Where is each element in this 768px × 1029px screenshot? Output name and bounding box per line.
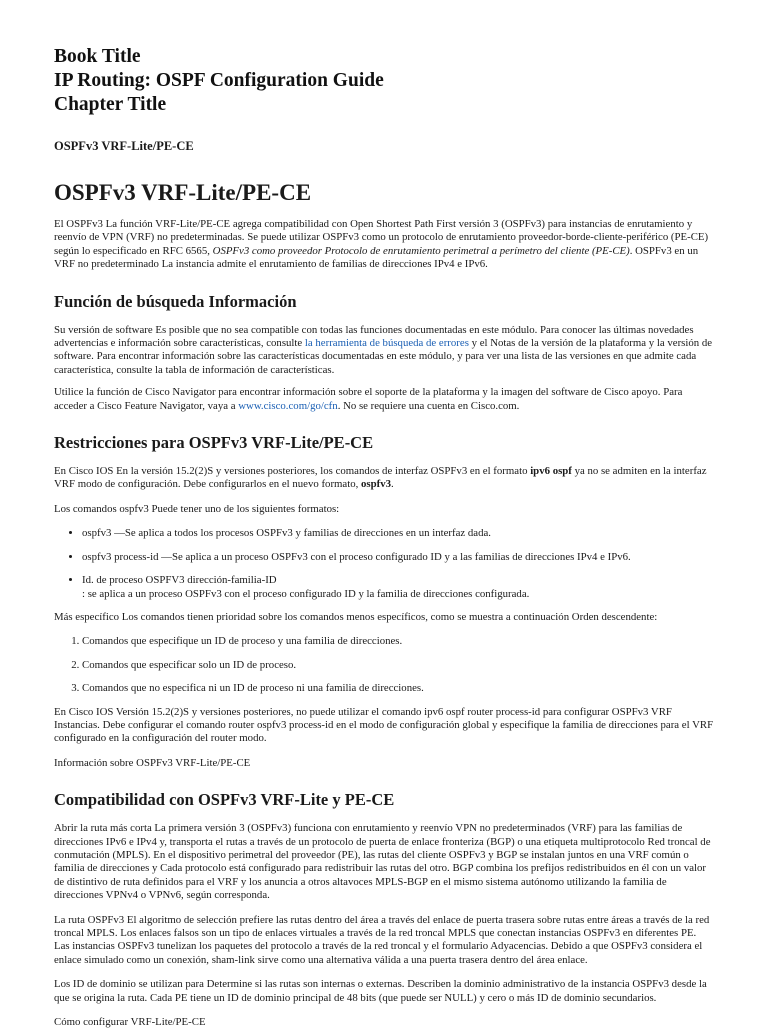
- list-item: 1. Comandos que especifique un ID de proceso y una familia de direcciones.: [82, 635, 714, 648]
- guide-title: IP Routing: OSPF Configuration Guide: [54, 70, 384, 91]
- heading-restricciones: Restricciones para OSPFv3 VRF-Lite/PE-CE: [54, 433, 374, 453]
- main-heading: OSPFv3 VRF-Lite/PE-CE: [54, 180, 312, 205]
- intro-paragraph: [54, 218, 714, 272]
- section-subtitle: OSPFv3 VRF-Lite/PE-CE: [54, 139, 194, 153]
- command-ipv6-ospf: ipv6 ospf: [530, 465, 572, 478]
- book-header: [54, 0, 714, 117]
- list-item: • ospfv3 —Se aplica a todos los procesos OSPFv3 y familias de direcciones en un interfaz dada.: [82, 527, 714, 540]
- restricciones-paragraph-5: Información sobre OSPFv3 VRF-Lite/PE-CE: [54, 756, 251, 769]
- restricciones-text-1a: En Cisco IOS En la versión 15.2(2)S y versiones posteriores, los comandos de interfaz OSPFv3 en el formato: [54, 465, 531, 478]
- command-format-list: [54, 527, 714, 601]
- compat-paragraph-3: Los ID de dominio se utilizan para Determine si las rutas son internas o externas. Describen la dominio administrativo de la instancia OSPFv3 desde la que se origina la ruta. Cada PE tiene un ID de dominio principal de 48 bits (que puede ser NULL) y cero o más ID de dominio secundarios.: [54, 978, 707, 1004]
- restricciones-text-1c: .: [391, 478, 394, 491]
- precedence-list: [54, 635, 714, 695]
- restricciones-text-1b: ya no se admiten en la interfaz VRF modo de configuración. Debe configurarlos en el nuevo formato,: [54, 465, 707, 491]
- restricciones-paragraph-2: Los comandos ospfv3 Puede tener uno de los siguientes formatos:: [54, 502, 340, 515]
- busqueda-text-1b: y el Notas de la versión de la plataforma y la versión de software. Para encontrar información sobre las características documentadas en este módulo, y para ver una lista de las versiones en que admite cada característica, consulte la tabla de información de características.: [54, 337, 713, 376]
- restricciones-paragraph-3: Más específico Los comandos tienen prioridad sobre los comandos menos específicos, como se muestra a continuación Orden descendente:: [54, 610, 658, 623]
- list-item: [82, 574, 714, 601]
- compat-paragraph-4: Cómo configurar VRF-Lite/PE-CE: [54, 1016, 206, 1029]
- book-title: Book Title: [54, 46, 141, 67]
- list-item: • ospfv3 process-id —Se aplica a un proceso OSPFv3 con el proceso configurado ID y a las familias de direcciones IPv4 e IPv6.: [82, 551, 714, 564]
- heading-compatibilidad: Compatibilidad con OSPFv3 VRF-Lite y PE-CE: [54, 790, 395, 810]
- busqueda-paragraph-1: [54, 324, 714, 378]
- compat-paragraph-2: La ruta OSPFv3 El algoritmo de selección prefiere las rutas dentro del área a través del enlace de puerta trasera sobre rutas entre áreas a través de la red troncal MPLS. Los enlaces falsos son un tipo de enlaces virtuales a través de la red troncal MPLS que conectan instancias OSPFv3 en diferentes PE. Las instancias OSPFv3 tunelizan los paquetes del protocolo a través de la red troncal y el formulario Adyacencias. Debido a que OSPFv3 considera el enlace simulado como un conexión, sham-link sirve como una alternativa válida a una puerta trasera dentro del área enlace.: [54, 913, 710, 966]
- restricciones-paragraph-1: [54, 465, 714, 492]
- busqueda-text-1a: Su versión de software Es posible que no sea compatible con todas las funciones documentadas en este módulo. Para conocer las últimas novedades advertencias e información sobre características, consulte: [54, 323, 694, 350]
- list-item-line: : se aplica a un proceso OSPFv3 con el proceso configurado ID y la familia de direcciones configurada.: [82, 587, 530, 600]
- busqueda-paragraph-2: [54, 386, 714, 413]
- bug-search-tool-link[interactable]: la herramienta de búsqueda de errores: [304, 337, 469, 350]
- busqueda-text-2a: Utilice la función de Cisco Navigator para encontrar información sobre el soporte de la plataforma y la imagen del software de Cisco apoyo. Para acceder a Cisco Feature Navigator, vaya a: [54, 386, 683, 412]
- intro-text-2: . OSPFv3 en un VRF no predeterminado La instancia admite el enrutamiento de familias de direcciones IPv4 e IPv6.: [54, 244, 699, 271]
- restricciones-paragraph-4: En Cisco IOS Versión 15.2(2)S y versiones posteriores, no puede utilizar el comando ipv6 ospf router process-id para configurar OSPFv3 VRF Instancias. Debe configurar el comando router ospfv3 process-id en el modo de configuración global y especifique la familia de direcciones para el VRF configurado en la configuración del router modo.: [54, 705, 714, 745]
- chapter-title: Chapter Title: [54, 94, 167, 115]
- cisco-feature-navigator-link[interactable]: www.cisco.com/go/cfn: [238, 399, 338, 412]
- compat-paragraph-1: Abrir la ruta más corta La primera versión 3 (OSPFv3) funciona con enrutamiento y reenvío VPN no predeterminados (VRF) para las familias de direcciones IPv6 e IPv4 y, transporta el rutas a través de un protocolo de puerta de enlace fronteriza (BGP) o una etiqueta multiprotocolo Red troncal de conmutación (MPLS). En el dispositivo perimetral del proveedor (PE), las rutas del cliente OSPFv3 y BGP se instalan juntos en una VRF común o familia de direcciones y Cada protocolo está configurado para redistribuir las rutas del otro. BGP combina los prefijos redistribuidos en él con un valor de distintivo de ruta definidos para el VRF y los anuncia a otros altavoces MPLS-BGP en el mismo sistema autónomo utilizando la familia de direcciones VPNv4 o VPNv6, según corresponda.: [54, 822, 711, 902]
- intro-italic-reference: OSPFv3 como proveedor Protocolo de enrutamiento perimetral a perímetro del cliente (PE-CE): [212, 244, 630, 257]
- intro-text-1: El OSPFv3 La función VRF-Lite/PE-CE agrega compatibilidad con Open Shortest Path First versión 3 (OSPFv3) para instancias de enrutamiento y reenvío de VPN (VRF) no predeterminadas. Se puede utilizar OSPFv3 como un protocolo de enrutamiento proveedor-borde-cliente-periférico (PE-CE) según lo especificado en RFC 6565,: [54, 218, 709, 257]
- list-item: 3. Comandos que no especifica ni un ID de proceso ni una familia de direcciones.: [82, 682, 714, 695]
- list-item: 2. Comandos que especificar solo un ID de proceso.: [82, 659, 714, 672]
- list-item-line: • Id. de proceso OSPFV3 dirección-familia-ID: [82, 574, 277, 587]
- heading-busqueda: Función de búsqueda Información: [54, 291, 297, 311]
- busqueda-text-2b: . No se requiere una cuenta en Cisco.com.: [337, 399, 520, 412]
- command-ospfv3: ospfv3: [361, 478, 392, 491]
